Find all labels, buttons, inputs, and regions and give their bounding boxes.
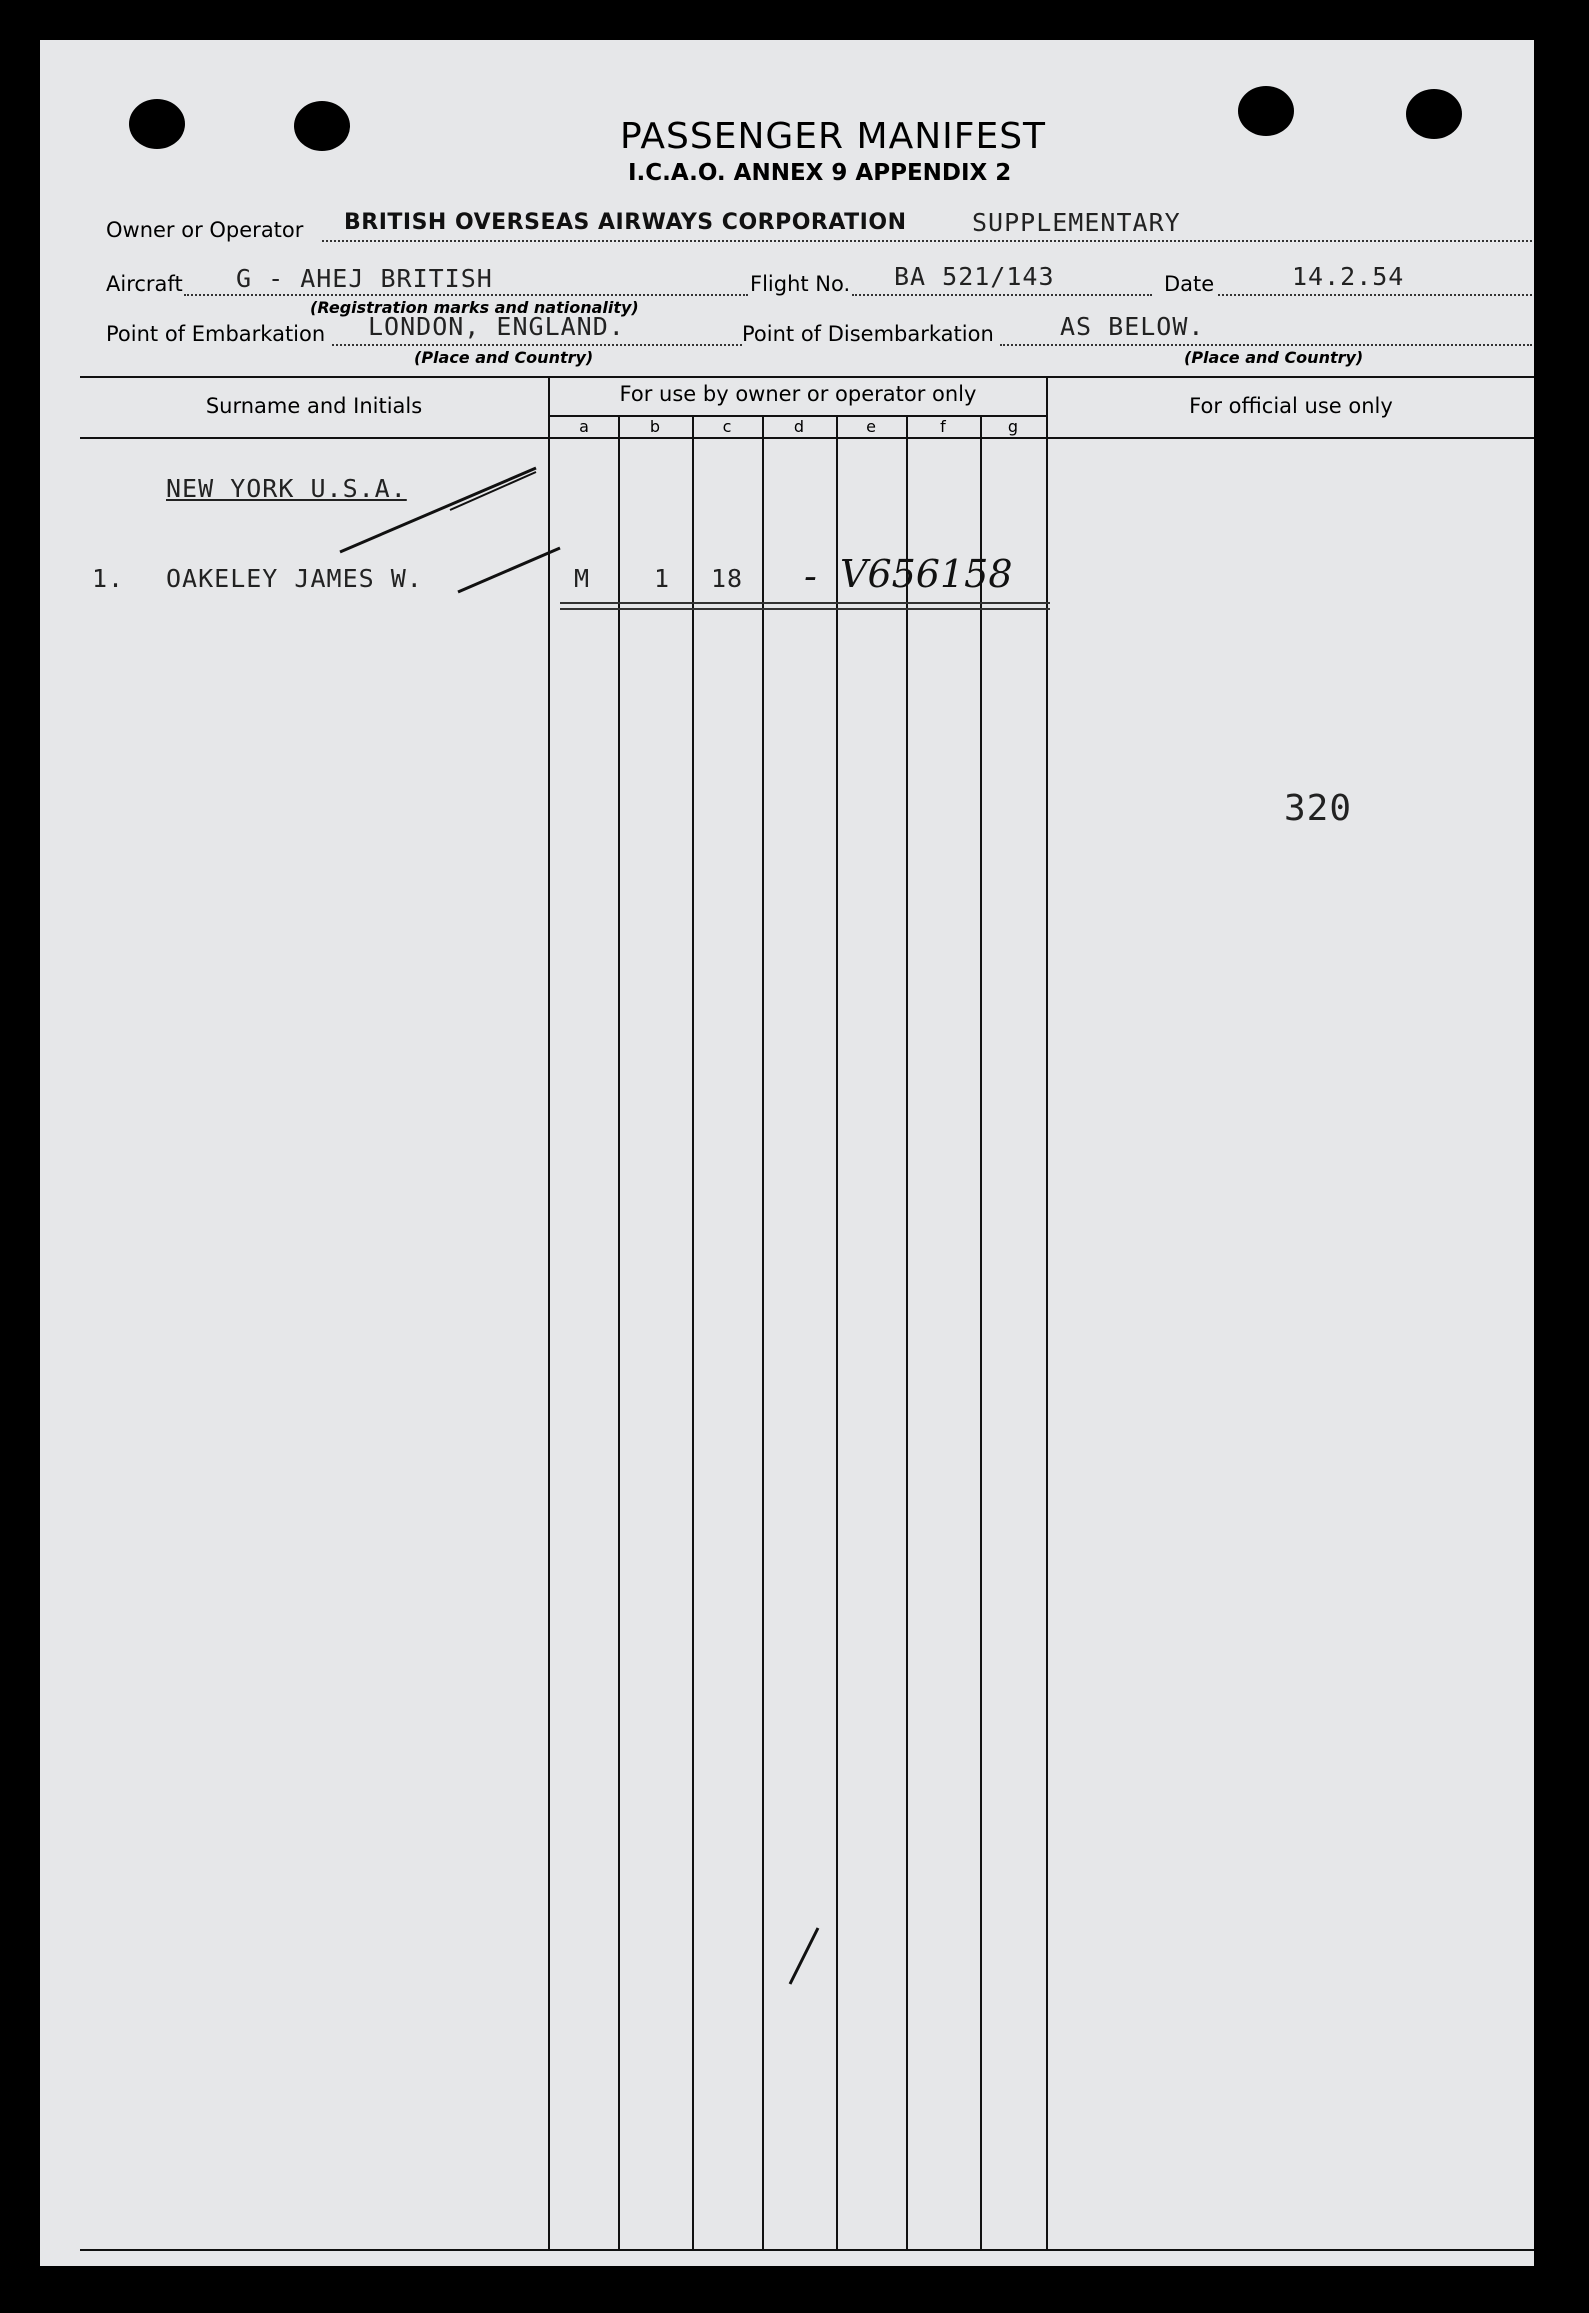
cell-b: 1 [654,564,671,593]
owner-use-column-header: For use by owner or operator only [619,382,977,406]
subcolumn-g: g [1007,417,1019,436]
disembark-value: AS BELOW. [1060,312,1205,341]
disembark-note: (Place and Country) [1184,348,1364,367]
cell-c: 18 [711,564,744,593]
owner-label: Owner or Operator [106,218,304,242]
subcolumn-c: c [722,417,732,436]
cell-d: - [804,554,817,598]
embark-label: Point of Embarkation [106,322,326,346]
official-number: 320 [1284,788,1353,829]
subcolumn-a: a [579,417,589,436]
aircraft-value: G - AHEJ BRITISH [236,264,493,293]
manifest-sheet [40,40,1534,2266]
passenger-name: OAKELEY JAMES W. [166,564,423,593]
ticket-number: V656158 [840,552,1013,596]
pen-stroke-margin [790,1928,818,1984]
form-title: PASSENGER MANIFEST [620,116,1047,157]
pen-strokes [40,40,1534,2266]
subcolumn-d: d [793,417,805,436]
cell-a: M [574,564,591,593]
subcolumn-e: e [866,417,876,436]
surname-column-header: Surname and Initials [205,394,423,418]
pen-stroke-destination [340,468,536,552]
embark-note: (Place and Country) [414,348,594,367]
flight-value: BA 521/143 [894,262,1055,291]
aircraft-label: Aircraft [106,272,183,296]
flight-label: Flight No. [750,272,851,296]
status-value: SUPPLEMENTARY [972,208,1181,237]
form-subtitle: I.C.A.O. ANNEX 9 APPENDIX 2 [628,160,1012,186]
aircraft-note: (Registration marks and nationality) [310,298,639,317]
owner-value: BRITISH OVERSEAS AIRWAYS CORPORATION [344,210,907,235]
row-number: 1. [92,564,125,593]
date-value: 14.2.54 [1292,262,1405,291]
pen-stroke-name [458,548,560,592]
official-use-column-header: For official use only [1189,394,1393,418]
date-label: Date [1164,272,1215,296]
disembark-label: Point of Disembarkation [742,322,994,346]
subcolumn-f: f [940,417,946,436]
subcolumn-b: b [649,417,661,436]
destination-heading: NEW YORK U.S.A. [166,474,407,503]
embark-value: LONDON, ENGLAND. [368,312,625,341]
pen-stroke-destination-2 [450,472,536,510]
